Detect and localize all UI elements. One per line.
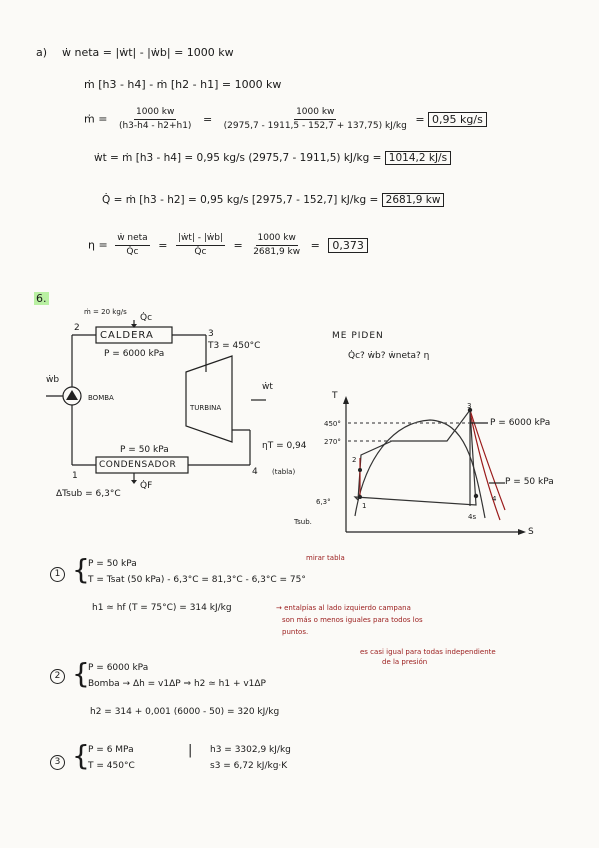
heat-result: 2681,9 kw (382, 193, 445, 207)
step3-number: 3 (50, 755, 65, 770)
caldera-label: CALDERA (100, 330, 154, 341)
heat-expression: Q̇ = ṁ [h3 - h2] = 0,95 kg/s [2975,7 - 152,7] kJ/kg = (102, 194, 379, 206)
step1-red-note-2: son más o menos iguales para todos los (282, 616, 423, 624)
delta-t-label: 6,3° (316, 498, 331, 506)
step1-marker (50, 566, 65, 582)
ts-node-3: 3 (467, 402, 472, 410)
efficiency-result: 0,373 (328, 238, 368, 253)
ts-node-2: 2 (352, 456, 357, 464)
step1-line1: P = 50 kPa (88, 559, 137, 569)
wt-label: ẇt (262, 382, 273, 392)
energy-balance-equation: ṁ [h3 - h4] - ṁ [h2 - h1] = 1000 kw (84, 78, 282, 91)
step3-h3: h3 = 3302,9 kJ/kg (210, 745, 291, 755)
ts-node-1: 1 (362, 502, 367, 510)
turbine-efficiency: ηT = 0,94 (262, 441, 307, 451)
step3-divider: | (188, 743, 193, 758)
caldera-pressure: P = 6000 kPa (104, 349, 165, 359)
s-axis-arrow-icon (518, 529, 526, 535)
item-label-6: 6. (36, 292, 47, 305)
condensador-label: CONDENSADOR (99, 460, 177, 470)
low-pressure-label: P = 50 kPa (505, 477, 554, 487)
step3-brace: { (72, 739, 90, 772)
equals-sign: = (202, 112, 213, 126)
step2-note-1: es casi igual para todas independiente (360, 648, 496, 656)
mass-flow-result: 0,95 kg/s (428, 112, 487, 127)
step3-marker (50, 754, 65, 770)
step2-line1: P = 6000 kPa (88, 663, 149, 673)
net-work-equation: ẇ neta = |ẇt| - |ẇb| = 1000 kw (62, 46, 234, 59)
step1-line2: T = Tsat (50 kPa) - 6,3°C = 81,3°C - 6,3°C = 75° (88, 575, 306, 585)
t450-label: 450° (324, 420, 341, 428)
turbine-shape (186, 356, 232, 442)
fraction-denominator: Q̇c (126, 247, 139, 257)
node-3-label: 3 (208, 329, 214, 339)
t270-label: 270° (324, 438, 341, 446)
mass-flow-equation: ṁ = $\frac{1000 kw}{(h3-h4 - h2+h1)}$ = $\frac{1000 kw}{(2975,7 - 1911,5 - 152,7 + 137,75) kJ/kg}$ = 0,95 kg/s (84, 106, 487, 133)
node-4-label: 4 (252, 467, 258, 477)
fraction-numerator: ẇ neta (115, 232, 150, 246)
fraction-denominator: 2681,9 kw (253, 247, 301, 257)
step2-number: 2 (50, 669, 65, 684)
bomba-label: BOMBA (88, 394, 114, 402)
item-label-a: a) (36, 46, 48, 59)
step2-note-2: de la presión (382, 658, 428, 666)
step2-marker (50, 668, 65, 684)
step3-s3: s3 = 6,72 kJ/kg·K (210, 761, 288, 771)
t-axis-label: T (332, 391, 338, 401)
node-1-label: 1 (72, 471, 78, 481)
pump-arrow-icon (66, 390, 78, 400)
turbine-work-expression: ẇt = ṁ [h3 - h4] = 0,95 kg/s (2975,7 - 1911,5) kJ/kg = (94, 152, 382, 164)
step2-brace: { (72, 657, 90, 690)
condenser-pressure: P = 50 kPa (120, 445, 169, 455)
fraction-denominator: Q̇c (194, 247, 207, 257)
step1-brace: { (72, 553, 90, 586)
t-axis-arrow-icon (343, 396, 349, 404)
high-pressure-label: P = 6000 kPa (490, 418, 551, 428)
wb-label: ẇb (46, 375, 60, 385)
mass-flow-lhs: ṁ = (84, 112, 108, 126)
tabla-note: (tabla) (272, 468, 296, 476)
asked-title: ME PIDEN (332, 331, 384, 341)
step2-line3: h2 = 314 + 0,001 (6000 - 50) = 320 kJ/kg (90, 707, 280, 717)
step1-note: mirar tabla (306, 554, 345, 562)
qf-label: Q̇F (140, 481, 153, 491)
fraction-numerator: 1000 kw (256, 232, 298, 246)
step3-line2: T = 450°C (88, 761, 135, 771)
step1-red-note-3: puntos. (282, 628, 309, 636)
step3-line1: P = 6 MPa (88, 745, 134, 755)
step1-red-note-1: → entalpías al lado izquierdo campana (276, 604, 411, 612)
turbine-work-result: 1014,2 kJ/s (385, 151, 451, 165)
step1-number: 1 (50, 567, 65, 582)
fraction-numerator: |ẇt| - |ẇb| (176, 232, 225, 246)
tsub-label: Tsub. (294, 518, 312, 526)
fraction-numerator: 1000 kw (134, 106, 176, 120)
efficiency-lhs: η = (88, 238, 108, 252)
mass-flow-label: ṁ = 20 kg/s (84, 308, 127, 316)
t3-label: T3 = 450°C (208, 341, 261, 351)
fraction-denominator: (h3-h4 - h2+h1) (118, 121, 192, 131)
s-axis-label: S (528, 527, 534, 537)
subcooling-label: ΔTsub = 6,3°C (56, 489, 121, 499)
step2-line2: Bomba → Δh = v1ΔP ⇒ h2 ≃ h1 + v1ΔP (88, 679, 266, 689)
qc-label: Q̇c (140, 313, 153, 323)
asked-items: Q̇c? ẇb? ẇneta? η (348, 351, 430, 361)
fraction-denominator: (2975,7 - 1911,5 - 152,7 + 137,75) kJ/kg (223, 121, 407, 131)
fraction-numerator: 1000 kw (294, 106, 336, 120)
efficiency-equation: η = $\frac{\text{ẇ neta}}{Q̇c}$ = $\frac{\text{|ẇt| - |ẇb|}}{Q̇c}$ = $\frac{1000 kw}{2681,9 kw}$ = 0,373 (88, 232, 368, 259)
ts-node-4: 4 (492, 495, 497, 503)
node-2-label: 2 (74, 323, 80, 333)
step1-line3: h1 ≃ hf (T = 75°C) = 314 kJ/kg (92, 603, 232, 613)
ts-node-4s: 4s (468, 513, 477, 521)
turbina-label: TURBINA (190, 404, 222, 412)
